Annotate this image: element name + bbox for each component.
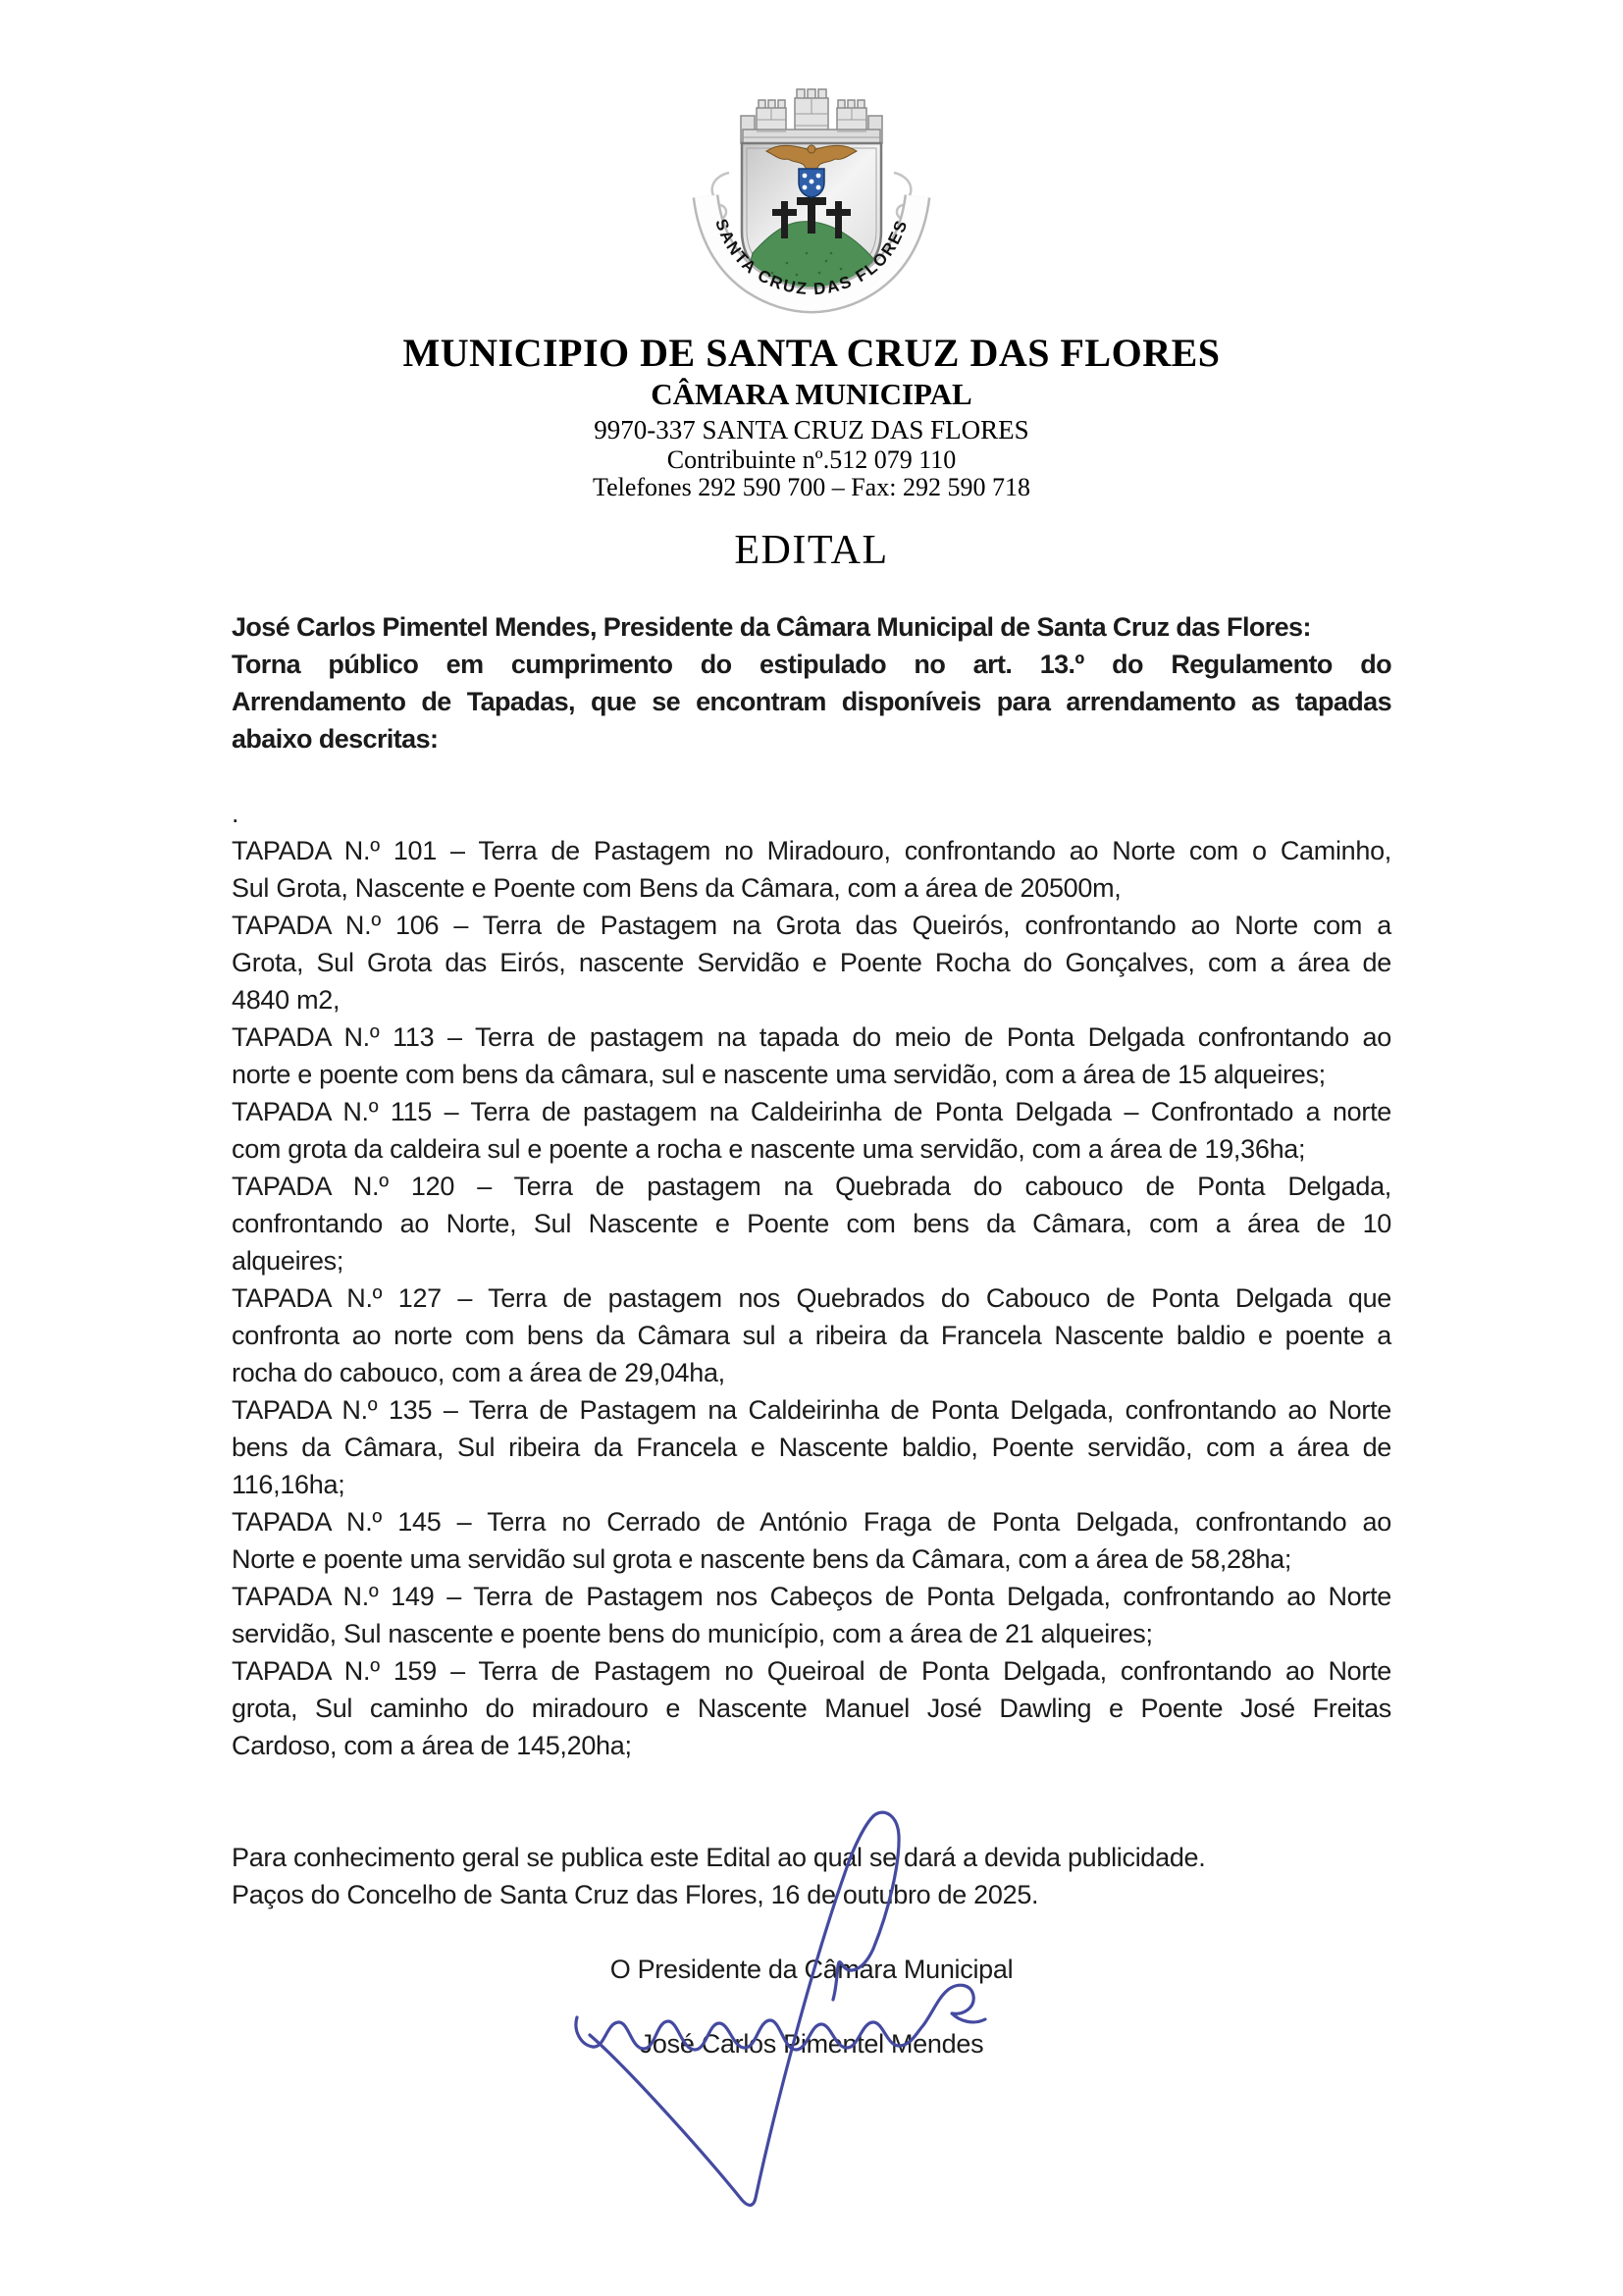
- intro-line: Arrendamento de Tapadas, que se encontram disponíveis para arrendamento as tapadas: [232, 687, 1391, 716]
- tapada-line: TAPADA N.º 159 – Terra de Pastagem no Queiroal de Ponta Delgada, confrontando ao Norte: [232, 1656, 1391, 1686]
- tapada-line: TAPADA N.º 113 – Terra de pastagem na tapada do meio de Ponta Delgada confrontando ao: [232, 1022, 1391, 1052]
- document-body: [232, 608, 1391, 2062]
- dot-line: .: [232, 799, 239, 828]
- closing-line: Paços do Concelho de Santa Cruz das Flores, 16 de outubro de 2025.: [232, 1880, 1039, 1909]
- tapada-line: TAPADA N.º 145 – Terra no Cerrado de António Fraga de Ponta Delgada, confrontando ao: [232, 1507, 1391, 1537]
- tapada-line: bens da Câmara, Sul ribeira da Francela e Nascente baldio, Poente servidão, com a área de: [232, 1433, 1391, 1462]
- document-title: EDITAL: [734, 528, 889, 573]
- letterhead: [0, 332, 1623, 501]
- tapada-line: Cardoso, com a área de 145,20ha;: [232, 1731, 632, 1760]
- quinas-shield-icon: [799, 169, 824, 197]
- tapada-line: confronta ao norte com bens da Câmara sul a ribeira da Francela Nascente baldio e poente a: [232, 1321, 1391, 1350]
- signature-role: O Presidente da Câmara Municipal: [609, 1955, 1014, 1984]
- intro-line: abaixo descritas:: [232, 724, 439, 754]
- tapada-line: TAPADA N.º 135 – Terra de Pastagem na Caldeirinha de Ponta Delgada, confrontando ao Norte: [232, 1395, 1391, 1425]
- tapada-line: Sul Grota, Nascente e Poente com Bens da Câmara, com a área de 20500m,: [232, 873, 1122, 903]
- municipality-name: MUNICIPIO DE SANTA CRUZ DAS FLORES: [402, 331, 1221, 375]
- crest-banner-text: SANTA CRUZ DAS FLORES: [711, 216, 912, 299]
- tapada-line: com grota da caldeira sul e poente a rocha e nascente uma servidão, com a área de 19,36ha;: [232, 1134, 1306, 1164]
- tapada-line: servidão, Sul nascente e poente bens do município, com a área de 21 alqueires;: [232, 1619, 1153, 1648]
- tapada-line: rocha do cabouco, com a área de 29,04ha,: [232, 1358, 725, 1387]
- signature-name: José Carlos Pimentel Mendes: [639, 2029, 984, 2059]
- phone-fax: Telefones 292 590 700 – Fax: 292 590 718: [593, 473, 1030, 501]
- taxpayer-number: Contribuinte nº.512 079 110: [666, 445, 957, 474]
- closing-line: Para conhecimento geral se publica este Edital ao qual se dará a devida publicidade.: [232, 1843, 1206, 1872]
- tapada-line: alqueires;: [232, 1246, 344, 1276]
- tapada-line: TAPADA N.º 101 – Terra de Pastagem no Miradouro, confrontando ao Norte com o Caminho,: [232, 836, 1391, 865]
- tapada-line: TAPADA N.º 149 – Terra de Pastagem nos Cabeços de Ponta Delgada, confrontando ao Norte: [232, 1582, 1391, 1611]
- coat-of-arms: [684, 86, 939, 322]
- tapada-line: TAPADA N.º 120 – Terra de pastagem na Quebrada do cabouco de Ponta Delgada,: [232, 1172, 1391, 1201]
- chamber-name: CÂMARA MUNICIPAL: [651, 377, 972, 411]
- tapada-line: Norte e poente uma servidão sul grota e nascente bens da Câmara, com a área de 58,28ha;: [232, 1544, 1292, 1574]
- tapada-line: grota, Sul caminho do miradouro e Nascente Manuel José Dawling e Poente José Freitas: [232, 1694, 1391, 1723]
- tapada-line: confrontando ao Norte, Sul Nascente e Poente com bens da Câmara, com a área de 10: [232, 1209, 1391, 1238]
- tapada-line: TAPADA N.º 106 – Terra de Pastagem na Grota das Queirós, confrontando ao Norte com a: [232, 911, 1391, 940]
- intro-line: Torna público em cumprimento do estipulado no art. 13.º do Regulamento do: [232, 650, 1391, 679]
- tapada-line: Grota, Sul Grota das Eirós, nascente Servidão e Poente Rocha do Gonçalves, com a área de: [232, 948, 1391, 977]
- tapada-line: TAPADA N.º 127 – Terra de pastagem nos Quebrados do Cabouco de Ponta Delgada que: [232, 1283, 1391, 1313]
- tapada-line: TAPADA N.º 115 – Terra de pastagem na Caldeirinha de Ponta Delgada – Confrontado a norte: [232, 1097, 1391, 1126]
- tapada-line: 116,16ha;: [232, 1470, 345, 1499]
- postal-address: 9970-337 SANTA CRUZ DAS FLORES: [594, 415, 1029, 444]
- tapada-line: 4840 m2,: [232, 985, 340, 1015]
- tapada-line: norte e poente com bens da câmara, sul e nascente uma servidão, com a área de 15 alqueires;: [232, 1060, 1326, 1089]
- mural-crown-icon: [741, 89, 882, 145]
- intro-line: José Carlos Pimentel Mendes, Presidente da Câmara Municipal de Santa Cruz das Flores:: [232, 612, 1311, 642]
